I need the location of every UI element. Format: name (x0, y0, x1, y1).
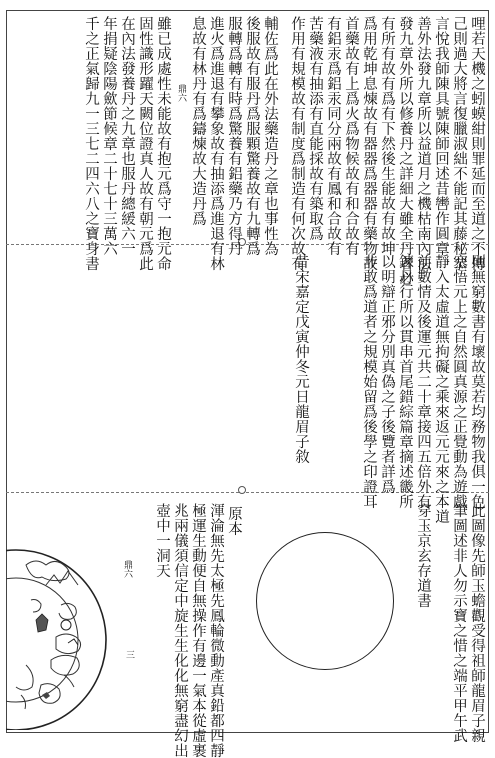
text-column: 以明辯正邪分別真偽之子後覽者詳爲 (379, 254, 395, 494)
text-column: 作用有規模故有制度爲制造有何次故有 (289, 16, 305, 271)
text-column: 前數情及後運元共二十章接四五倍外有 (415, 254, 431, 509)
text-column: 雖已成處性未能故有抱元爲守一抱元命 (155, 16, 171, 271)
text-column: 有所有故有爲有下然後生能故有故坤 (379, 16, 395, 256)
text-column: 息故有林丹有爲鑄煉故大造丹爲 (190, 16, 206, 226)
text-column: 則無窮數書有壞故莫若均務物我俱一色 (469, 254, 485, 509)
text-column: 鍊丹行所以貫串首尾錯綜篇章摘述畿所 (397, 254, 413, 509)
text-column: 渾淪無先太極先鳳輪微動產真鉛都四靜 (208, 503, 224, 758)
text-column: 發九章外所以修養丹之詳細大雖全丹者必 (397, 16, 413, 286)
page-number: 三 (124, 650, 134, 659)
text-column: 有鋁汞爲鋁汞同分兩故有鳳和合故有 (325, 16, 341, 256)
text-column: 進火爲進退有攀象故有抽添爲進退有林 (208, 16, 224, 271)
text-column: 極運生動便自無操作有邊一氣本從虛裹 (190, 503, 206, 758)
text-column: 己則過大將言復臘淑絀不能記其藤秘恭 (451, 16, 467, 271)
text-column: 哩若天機之蚓蟆紺則罪延而至道之不傳 (469, 16, 485, 271)
text-column: 兆兩儀須信定中旋生生化化無窮盡幻出 (172, 503, 188, 758)
landscape-illustration (6, 545, 116, 730)
text-column: 壺中一洞天 (154, 503, 170, 578)
text-column: 善外法發九章所以益道月之機枯南內法 (415, 16, 431, 271)
text-column: 言悅我師陳具號陳師回述昔轡作圓章 (433, 16, 449, 256)
text-column: 輔佐爲此在外法藥造丹之章也事性為 (262, 16, 278, 256)
text-column: 千之正氣歸九一三七二四六八之寶身書 (83, 16, 99, 271)
signature-column: 昔宋嘉定戊寅仲冬元日龍眉子敘 (293, 254, 309, 464)
text-column: 年捐疑陰陽歛節候章二十七十三萬六 (101, 16, 117, 256)
text-column: 空悟元上之自然圓真源之正覺動為遊戲 (451, 254, 467, 509)
text-column: 固性識形躍天闕位證真人故有朝元爲此 (137, 16, 153, 271)
page-mark: 鼎六 (122, 560, 132, 578)
text-column: 穿玉京玄存道書 (415, 503, 431, 608)
binding-hole (238, 486, 246, 494)
text-column: 靜入太虛道無拘礙之乘來返元元來之本道 (433, 254, 449, 524)
text-column: 苦藥液有抽添有直能採故有築取爲 (307, 16, 323, 241)
text-column: 筆圖述非人勿示寶之惜之端平甲午武 (451, 503, 467, 743)
text-column: 後服故有服丹爲服顆驚養故有九轉爲 (244, 16, 260, 256)
empty-circle-diagram (256, 532, 394, 670)
text-column: 首藥故有上爲火爲物候故有和合故有 (343, 16, 359, 256)
text-column: 在內法發養丹之九章也服丹總緩六一 (119, 16, 135, 256)
text-column: 非敢爲道者之規模始留爲後學之印證耳 (361, 254, 377, 509)
section-title: 原本 (226, 506, 242, 536)
illustrated-circle-diagram (6, 545, 116, 730)
text-column: 此圖像先師玉蟾觀受得祖師龍眉子親 (469, 503, 485, 743)
text-column: 服轉爲轉有時爲驚養有鋁藥乃方得丹 (226, 16, 242, 256)
text-column: 爲用乾坤息煉故有器器爲器器有藥物故 (361, 16, 377, 271)
page-mark: 鼎六 (176, 84, 186, 102)
